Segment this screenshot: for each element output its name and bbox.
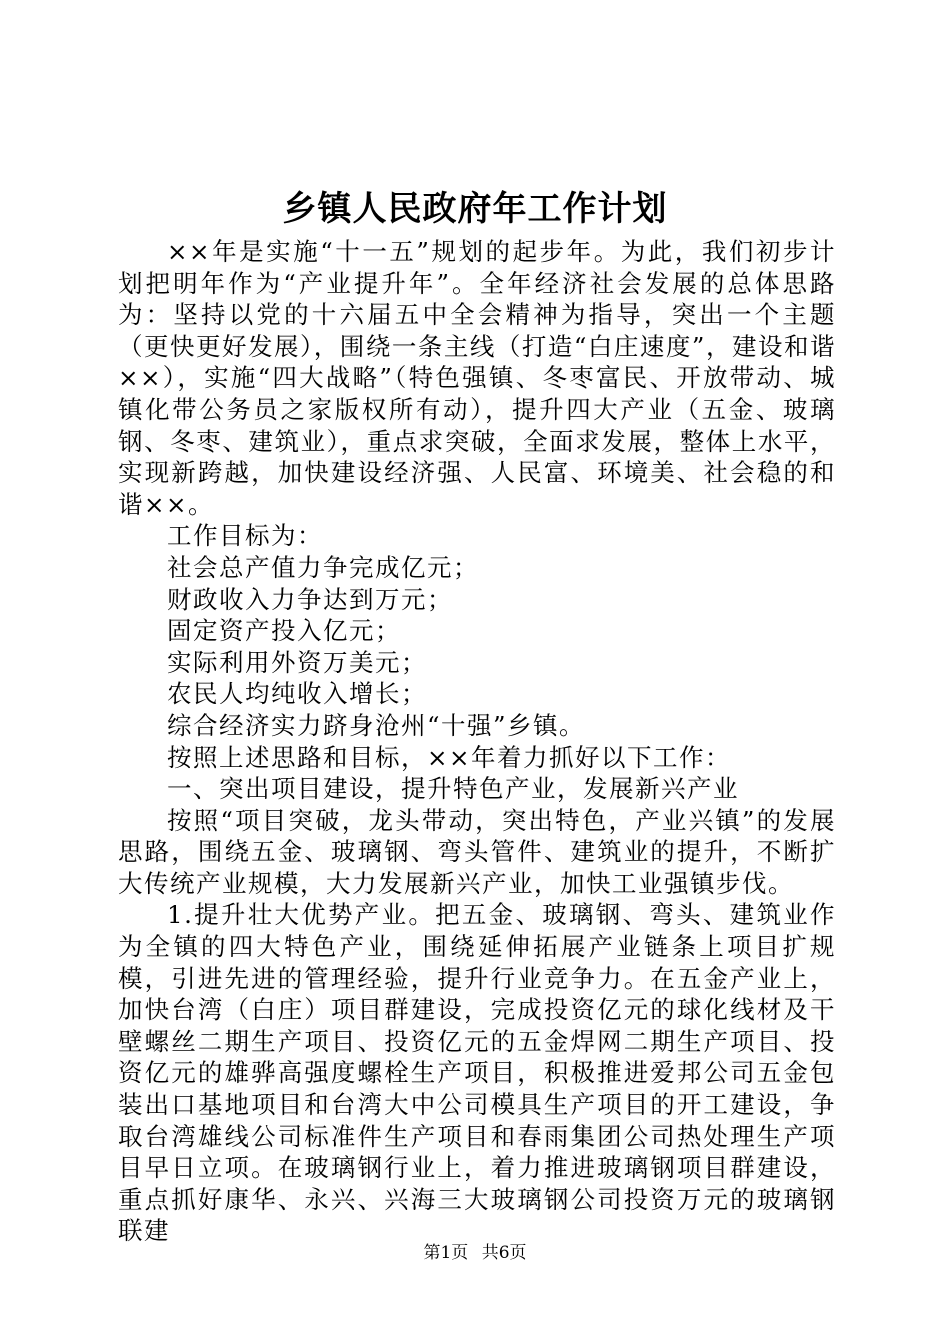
paragraph-goal-investment: 固定资产投入亿元； [167,616,401,646]
paragraph-goals-heading: 工作目标为： [167,521,323,551]
paragraph-intro: ××年是实施“十一五”规划的起步年。为此，我们初步计划把明年作为“产业提升年”。全年经济社会发展的总体思路为：坚持以党的十六届五中全会精神为指导，突出一个主题（更快更好发展），围绕一条主线（打造“白庄速度”，建设和谐××），实施“四大战略”（特色强镇、冬枣富民、开放带动、城镇化带公务员之家版权所有动），提升四大产业（五金、玻璃钢、冬枣、建筑业），重点求突破，全面求发展，整体上水平，实现新跨越，加快建设经济强、人民富、环境美、社会稳的和谐××。 [118,237,836,519]
paragraph-goal-ranking: 综合经济实力跻身沧州“十强”乡镇。 [167,710,586,740]
paragraph-goal-output: 社会总产值力争完成亿元； [167,552,479,582]
paragraph-item-1: 1.提升壮大优势产业。把五金、玻璃钢、弯头、建筑业作为全镇的四大特色产业，围绕延伸拓展产业链条上项目扩规模，引进先进的管理经验，提升行业竞争力。在五金产业上，加快台湾（白庄）项目群建设，完成投资亿元的球化线材及干壁螺丝二期生产项目、投资亿元的五金焊网二期生产项目、投资亿元的雄骅高强度螺栓生产项目，积极推进爱邦公司五金包装出口基地项目和台湾大中公司模具生产项目的开工建设，争取台湾雄线公司标准件生产项目和春雨集团公司热处理生产项目早日立项。在玻璃钢行业上，着力推进玻璃钢项目群建设，重点抓好康华、永兴、兴海三大玻璃钢公司投资万元的玻璃钢联建 [118,900,836,1246]
paragraph-goal-foreign-capital: 实际利用外资万美元； [167,647,427,677]
page-number: 第1页 [423,1243,469,1263]
paragraph-section-1: 按照“项目突破，龙头带动，突出特色，产业兴镇”的发展思路，围绕五金、玻璃钢、弯头管件、建筑业的提升，不断扩大传统产业规模，大力发展新兴产业，加快工业强镇步伐。 [118,805,836,898]
paragraph-work-intro: 按照上述思路和目标，××年着力抓好以下工作： [167,742,732,772]
page-footer [0,1241,950,1265]
paragraph-goal-revenue: 财政收入力争达到万元； [167,584,453,614]
paragraph-goal-income: 农民人均纯收入增长； [167,679,427,709]
document-title: 乡镇人民政府年工作计划 [282,189,668,229]
section-heading-1: 一、突出项目建设，提升特色产业，发展新兴产业 [167,774,739,804]
document-body [118,236,836,1247]
page-total: 共6页 [481,1243,527,1263]
